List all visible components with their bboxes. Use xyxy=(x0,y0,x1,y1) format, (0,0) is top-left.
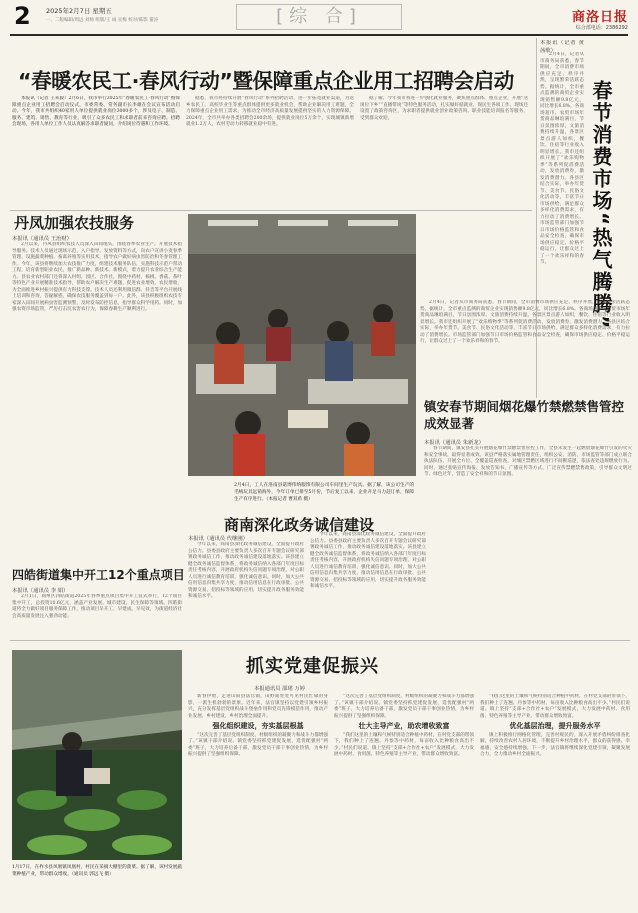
dangjian-col1: 新春伊始，走进山阳县法官镇，田野间处处可见村民忙碌的身影，一派生机勃勃的景象。近年来，法官镇坚持以党建引领乡村振兴，充分发挥基层党组织战斗堡垒作用和党员先锋模范作用，推动产业发展、乡村建设、乡村治理全面提升。 强化组织建设，夯实基层根基 “这次完善了基层党组织制度，村级组织的凝聚力和战斗力都增强了。”该镇干部介绍说。镇党委坚持抓党建促发展，选优配强村“两委”班子，大力培养后备干部，激发党员干部干事创业热情，为乡村振兴提供了坚强组织保障。 xyxy=(188,694,328,757)
main-story-col2: 据悉，我市将持续开展“春风行动”系列招聘活动，进一步拓宽就业渠道，为返乡农民工、高校毕业生等重点群体提供更多就业机会，帮助企业解决用工难题，全力保障重点企业用工需求，为推动全市经济高质量发展提供坚实的人力资源保障。2024年，全市共举办各类招聘会200余场，提供就业岗位5万余个，实现城镇新增就业1.2万人，农村劳动力转移就业稳中有进。 xyxy=(186,96,354,127)
farm-photo-image xyxy=(12,650,182,860)
sijie-story: 2月1日，商州区四皓街道2025年春季重点项目集中开工仪式举行，12个项目集中开工，总投资10.6亿元，涵盖产业发展、城市建设、民生保障等领域。四皓街道将全力做好项目服务保障工作，推动项目早开工、早建成、早见效，为街道经济社会高质量发展注入强劲动能。 xyxy=(12,594,182,619)
sijie-byline: 本报讯（通讯员 李 娟） xyxy=(12,588,69,594)
main-story-col1: 本报讯（记者 王来毅）2月6日，我市举行2025年“春暖农民工·春风行动”暨保障重点企业用工招聘会启动仪式，市委常委、常务副市长李雄在会议宣布活动启动。今年，我市共组织40家用人单位提供就业岗位3000多个，涉及电子、制造、服务、建筑、销售、教育等行业，吸引了众多农民工和求职者前来咨询应聘。招聘会现场，各用人单位工作人员认真解答求职者疑问，介绍岗位待遇和工作环境。 xyxy=(12,96,180,127)
main-headline: “春暖农民工·春风行动”暨保障重点企业用工招聘会启动 xyxy=(18,69,514,93)
chunjie-story-col2: 2月4日，记者从市商务局获悉，春节期间，全市消费市场供应充足、秩序井然，呈现繁荣活跃态势。据统计，全市重点监测的商贸企业实现销售额9.8亿元，同比增长6.8%。各商场超市、农贸市场年货商品琳琅满目，节日氛围浓厚。文旅消费持续升温，各景区景点游人如织，餐饮、住宿等行业收入明显增长。我市还组织开展了“欢乐购物季”等系列促消费活动，发放消费券，激发消费潜力。各县区结合实际，举办年货节、美食节、民俗文化活动等，丰富节日市场供给，满足群众多样化消费需求，有力拉动了消费增长。市场监管部门加强节日市场价格监管和食品安全检查，确保市场供应稳定、价格平稳运行，让群众过上了一个欢乐祥和的春节。 xyxy=(420,300,630,344)
dangjian-col3: “我们这里的土壤和气候特别适合种植中药材，在村党支部的带领下，我们种上了连翘、丹参等中药材，每亩收入比种粮食高出不少。”村民们说道。镇上坚持“支部+合作社+农户”发展模式，大力发展中药材、食用菌、特色养殖等主导产业，带动群众增收致富。 优化基层治理，提升服务水平 镇上积极推行网格化管理，完善村规民约，深入开展矛盾纠纷排查化解，持续改善农村人居环境，不断提升乡村治理水平，群众的获得感、幸福感、安全感持续增强。下一步，法官镇将继续深化党建引领，凝聚发展合力，全力推动乡村全面振兴。 xyxy=(480,694,630,757)
zhenan-story: 春节期间，镇安县扎实开展烟花爆竹禁燃禁售管控工作，全县未发生一起燃放烟花爆竹引发的火灾和安全事故，取得显著成效。该县严格落实属地管理责任，组织公安、消防、市场监管等部门成立联合执法队伍，开展全方位、全覆盖巡查检查，对城区禁燃区域进行不间断巡逻，依法查处违规燃放行为。同时，通过张贴宣传海报、发放告知书、广播宣传等方式，广泛宣传禁燃禁售政策，引导群众文明过节、绿色过年，营造了安全祥和的节日氛围。 xyxy=(424,446,632,477)
shangnan-headline: 商南深化政务诚信建设 xyxy=(224,516,375,534)
dangjian-byline: 本报通讯员 邵珺 万婷 xyxy=(254,686,306,692)
dangjian-subhead-3: 优化基层治理，提升服务水平 xyxy=(509,722,601,730)
dangjian-subhead-1: 强化组织建设，夯实基层根基 xyxy=(212,722,304,730)
newspaper-logo: 商洛日报 xyxy=(571,10,628,25)
danfeng-headline: 丹凤加强农技服务 xyxy=(14,214,135,232)
danfeng-byline: 本报讯（通讯员 王治财） xyxy=(12,236,72,242)
shangnan-story-col1: 今年以来，商南县深化政务诚信建设，全面提升政府公信力。县委县政府主要负责人多次召开专题会议研究部署政务诚信工作，推动政务诚信建设落地落实。该县建立健全政务诚信监督体系，将政务诚信纳入各部门年度目标责任考核内容，开展政府机构失信问题专项治理，对公职人员进行诚信教育培训，强化诚信意识。同时，加大公共信用信息归集共享力度，推动信用信息在行政审批、公共资源交易、招投标等领域的应用，切实提升政务服务效能和诚信水平。 xyxy=(188,542,304,599)
factory-photo-caption: 2月4日，工人在洛南县诺博伟纳服饰有限公司车间里生产玩具。据了解，该公司生产的毛绒玩具远销海外，今年订单已排至5月份，节后复工以来，企业开足马力赶订单，保障生产有序进行。（本报记者 曹双希 摄） xyxy=(234,483,414,502)
zhenan-headline: 镇安春节期间烟花爆竹禁燃禁售管控成效显著 xyxy=(424,399,625,431)
chunjie-story-col1: 2月4日，记者从市商务局获悉，春节期间，全市消费市场供应充足、秩序井然，呈现繁荣活跃态势。据统计，全市重点监测的商贸企业实现销售额9.8亿元，同比增长6.8%。各商场超市、农贸市场年货商品琳琅满目，节日氛围浓厚。文旅消费持续升温，各景区景点游人如织，餐饮、住宿等行业收入明显增长。我市还组织开展了“欢乐购物季”等系列促消费活动，发放消费券，激发消费潜力。各县区结合实际，举办年货节、美食节、民俗文化活动等，丰富节日市场供给，满足群众多样化消费需求，有力拉动了消费增长。市场监管部门加强节日市场价格监管和食品安全检查，确保市场供应稳定、价格平稳运行，让群众过上了一个欢乐祥和的春节。 xyxy=(540,52,584,265)
editor-line: 一、二版编辑/周远 刘帅 组版/王 诚 宣梅 校对/陈影 董涛 xyxy=(46,18,159,23)
masthead-rule xyxy=(10,34,628,36)
contact-line: 综合部电话：2386292 xyxy=(575,25,628,31)
chunjie-lead: 本报讯（记者 黄茜歌） xyxy=(540,40,584,54)
chunjie-vertical-headline: 春节消费市场“热气腾腾” xyxy=(589,80,613,331)
dangjian-headline: 抓实党建促振兴 xyxy=(246,656,379,677)
dateline: 2025年2月7日 星期五 xyxy=(46,7,112,15)
factory-photo-credit: （本报记者 曹双希 摄） xyxy=(266,497,313,502)
shangnan-story-col2: 今年以来，商南县深化政务诚信建设，全面提升政府公信力。县委县政府主要负责人多次召开专题会议研究部署政务诚信工作，推动政务诚信建设落地落实。该县建立健全政务诚信监督体系，将政务诚信纳入各部门年度目标责任考核内容，开展政府机构失信问题专项治理，对公职人员进行诚信教育培训，强化诚信意识。同时，加大公共信用信息归集共享力度，推动信用信息在行政审批、公共资源交易、招投标等领域的应用，切实提升政务服务效能和诚信水平。 xyxy=(310,532,426,589)
danfeng-story: 2月以来，丹凤县组织农技人员深入田间地头，围绕春季农业生产，开展技术指导服务。技术人员通过现场示范、入户指导、发放资料等方式，向农户宣讲小麦春季管理、设施蔬菜种植、畜禽养殖等实用技术，指导农户做好病虫害防治和冬春管理工作。今年，该县将继续加大农技推广力度，组建技术服务队伍，实施科技示范户带动工程，培育新型职业农民，推广新品种、新技术、新模式，着力提升农业综合生产能力。县农业农村部门还将深入村组、园区、合作社，围绕中药材、核桃、香菇、茶叶等特色产业开展精准技术指导，帮助农户解决生产难题，促进农业增效、农民增收，为全面推进乡村振兴提供有力科技支撑。技术人员还利用微信群、抖音等平台开展线上培训和咨询，答疑解惑，确保农技服务覆盖到每一户。此外，该县积极组织农技专家深入田间开展病虫害监测预警，及时发布防控信息，指导群众科学用药。同时，加强农资市场监管，严厉打击坑农害农行为，保障春耕生产顺利进行。 xyxy=(12,242,182,312)
farm-photo-credit: （通讯员 郭远飞 摄） xyxy=(71,872,114,877)
dangjian-col2: “这次完善了基层党组织制度，村级组织的凝聚力和战斗力都增强了。”该镇干部介绍说。镇党委坚持抓党建促发展，选优配强村“两委”班子，大力培养后备干部，激发党员干部干事创业热情，为乡村振兴提供了坚强组织保障。 壮大主导产业，助农增收致富 “我们这里的土壤和气候特别适合种植中药材，在村党支部的带领下，我们种上了连翘、丹参等中药材，每亩收入比种粮食高出不少。”村民们说道。镇上坚持“支部+合作社+农户”发展模式，大力发展中药材、食用菌、特色养殖等主导产业，带动群众增收致富。 xyxy=(334,694,474,757)
dangjian-subhead-2: 壮大主导产业，助农增收致富 xyxy=(358,722,450,730)
zhenan-byline: 本报讯（通讯员 朱新龙） xyxy=(424,440,484,446)
sijie-headline: 四皓街道集中开工12个重点项目 xyxy=(12,568,185,582)
divider xyxy=(10,210,532,211)
divider xyxy=(10,640,630,641)
farm-photo xyxy=(12,650,182,860)
factory-photo-image xyxy=(188,214,416,476)
main-story-col3: 据了解，今年我市将进一步强化就业服务，聚焦重点群体、重点企业，开展“送岗位下乡”“直播带岗”等特色服务活动，扎实做好稳就业、保民生各项工作。现场还设置了政策咨询区，为求职者提供就业创业政策咨询、职业技能培训报名等服务，受到群众欢迎。 xyxy=(360,96,528,121)
farm-photo-caption: 1月17日，在柞水县凤凰镇凤凰村，村民在采摘大棚里的菠菜。据了解，该村发展蔬菜种植产业，带动群众增收。（通讯员 郭远飞 摄） xyxy=(12,865,182,877)
section-label: [综 合] xyxy=(236,4,402,30)
page-number: 2 xyxy=(14,2,31,30)
factory-photo xyxy=(188,214,416,476)
shangnan-byline: 本报讯（通讯员 代继刚） xyxy=(188,536,248,542)
